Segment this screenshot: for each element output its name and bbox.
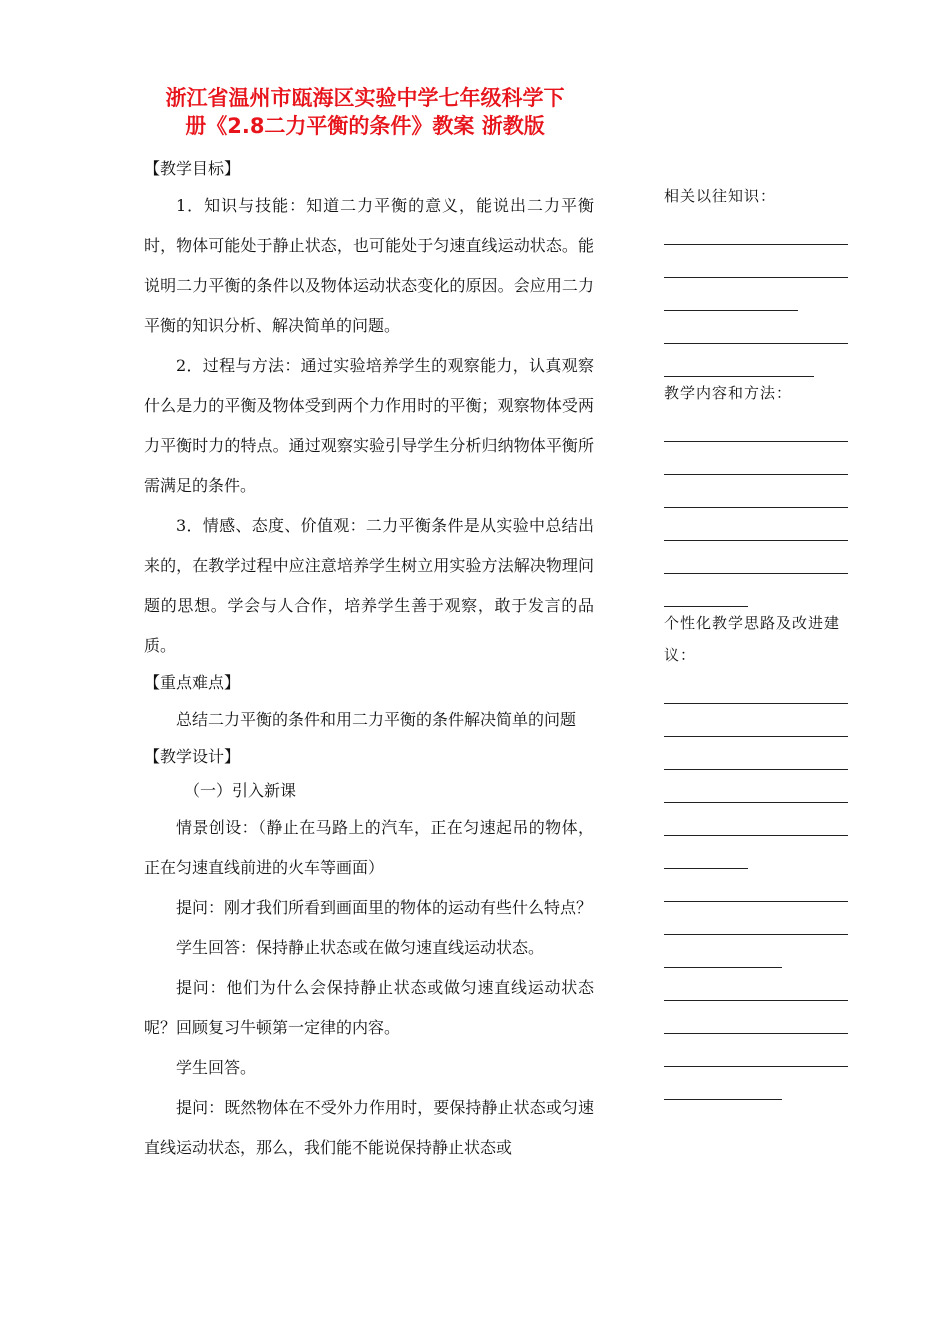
scenario-paragraph: 情景创设：（静止在马路上的汽车，正在匀速起吊的物体，正在匀速直线前进的火车等画面） [144,818,594,877]
answer-2-paragraph: 学生回答。 [176,1058,257,1077]
goal-3-paragraph: 3．情感、态度、价值观：二力平衡条件是从实验中总结出来的，在教学过程中应注意培养学生树立用实验方法解决物理问题的思想。学会与人合作，培养学生善于观察，敢于发言的品质。 [144,516,594,655]
title-line-1: 浙江省温州市瓯海区实验中学七年级科学下 [165,86,565,110]
question-1-paragraph: 提问：刚才我们所看到画面里的物体的运动有些什么特点？ [176,898,593,917]
note-line [664,737,848,770]
goal-1-paragraph: 1．知识与技能：知道二力平衡的意义，能说出二力平衡时，物体可能处于静止状态，也可能处于匀速直线运动状态。能说明二力平衡的条件以及物体运动状态变化的原因。会应用二力平衡的知识分析、解决简单的问题。 [144,196,594,335]
note-line [664,442,848,475]
goal-2-paragraph: 2．过程与方法：通过实验培养学生的观察能力，认真观察什么是力的平衡及物体受到两个力作用时的平衡；观察物体受两力平衡时力的特点。通过观察实验引导学生分析归纳物体平衡所需满足的条件。 [144,356,594,495]
note-line [664,704,848,737]
note-line [664,574,748,607]
side-notes-column [664,180,850,1100]
question-2-paragraph: 提问：他们为什么会保持静止状态或做匀速直线运动状态呢？回顾复习牛顿第一定律的内容。 [144,978,594,1037]
note-line [664,409,848,442]
note-line [664,836,748,869]
key-points-paragraph: 总结二力平衡的条件和用二力平衡的条件解决简单的问题 [176,710,577,729]
note-line [664,671,848,704]
question-3-paragraph: 提问：既然物体在不受外力作用时，要保持静止状态或匀速直线运动状态，那么，我们能不能说保持静止状态或 [144,1098,594,1157]
note-line [664,245,848,278]
note-line [664,212,848,245]
note-line [664,869,848,902]
main-column [144,152,594,1168]
note-line [664,344,814,377]
document-title [120,84,610,140]
note-line [664,1034,848,1067]
design-subheading: （一）引入新课 [184,781,297,800]
note-line [664,1067,782,1100]
goals-heading: 【教学目标】 [144,159,241,178]
note-line [664,770,848,803]
note-line [664,968,848,1001]
personalized-ideas-label: 个性化教学思路及改进建议： [664,614,841,664]
note-line [664,311,848,344]
note-line [664,935,782,968]
note-line [664,902,848,935]
title-line-2: 册《2.8二力平衡的条件》教案 浙教版 [185,114,545,138]
prior-knowledge-label: 相关以往知识： [664,187,777,205]
note-line [664,803,848,836]
note-line [664,541,848,574]
note-line [664,475,848,508]
note-line [664,1001,848,1034]
key-points-heading: 【重点难点】 [144,673,241,692]
answer-1-paragraph: 学生回答：保持静止状态或在做匀速直线运动状态。 [176,938,545,957]
note-line [664,278,798,311]
design-heading: 【教学设计】 [144,747,241,766]
note-line [664,508,848,541]
content-method-label: 教学内容和方法： [664,384,793,402]
